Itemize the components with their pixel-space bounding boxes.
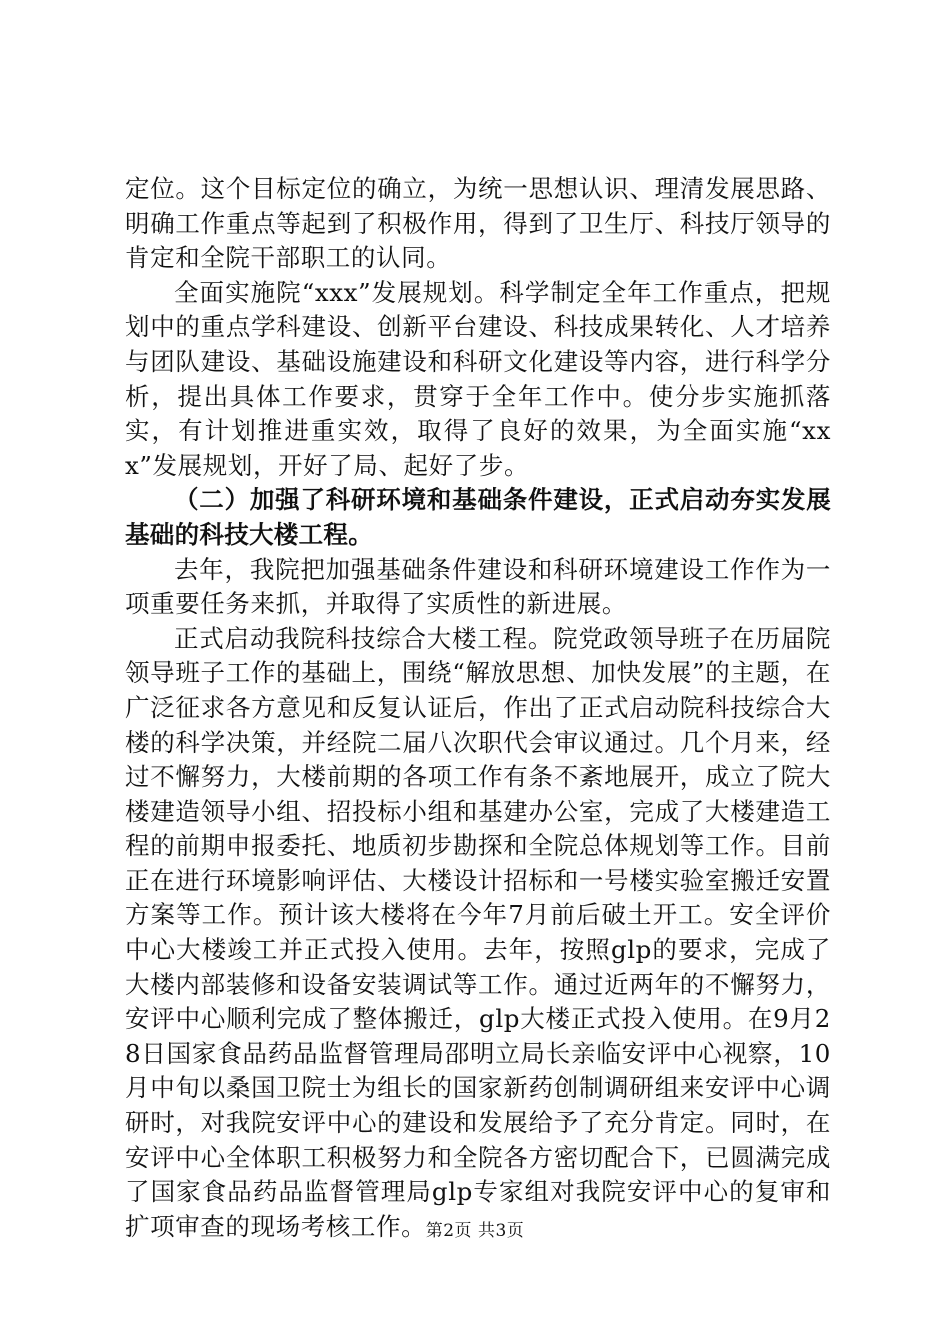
paragraph-last-year: 去年，我院把加强基础条件建设和科研环境建设工作作为一项重要任务来抓，并取得了实质性的新进展。 [125, 554, 831, 619]
paragraph-building-project: 正式启动我院科技综合大楼工程。院党政领导班子在历届院领导班子工作的基础上，围绕“解放思想、加快发展”的主题，在广泛征求各方意见和反复认证后，作出了正式启动院科技综合大楼的科学决策，并经院二届八次职代会审议通过。几个月来，经过不懈努力，大楼前期的各项工作有条不紊地展开，成立了院大楼建造领导小组、招投标小组和基建办公室，完成了大楼建造工程的前期申报委托、地质初步勘探和全院总体规划等工作。目前正在进行环境影响评估、大楼设计招标和一号楼实验室搬迁安置方案等工作。预计该大楼将在今年7月前后破土开工。安全评价中心大楼竣工并正式投入使用。去年，按照glp的要求，完成了大楼内部装修和设备安装调试等工作。通过近两年的不懈努力，安评中心顺利完成了整体搬迁，glp大楼正式投入使用。在9月28日国家食品药品监督管理局邵明立局长亲临安评中心视察，10月中旬以桑国卫院士为组长的国家新药创制调研组来安评中心调研时，对我院安评中心的建设和发展给予了充分肯定。同时，在安评中心全体职工积极努力和全院各方密切配合下，已圆满完成了国家食品药品监督管理局glp专家组对我院安评中心的复审和扩项审查的现场考核工作。 [125, 623, 831, 1241]
page-footer: 第2页 共3页 [425, 1221, 525, 1241]
paragraph-development-plan: 全面实施院“xxx”发展规划。科学制定全年工作重点，把规划中的重点学科建设、创新平台建设、科技成果转化、人才培养与团队建设、基础设施建设和科研文化建设等内容，进行科学分析，提出具体工作要求，贯穿于全年工作中。使分步实施抓落实，有计划推进重实效，取得了良好的效果，为全面实施“xxx”发展规划，开好了局、起好了步。 [125, 277, 831, 480]
section-heading: （二）加强了科研环境和基础条件建设，正式启动夯实发展基础的科技大楼工程。 [125, 485, 831, 549]
paragraph-continuation: 定位。这个目标定位的确立，为统一思想认识、理清发展思路、明确工作重点等起到了积极作用，得到了卫生厅、科技厅领导的肯定和全院干部职工的认同。 [125, 174, 831, 273]
document-body [125, 172, 831, 1244]
